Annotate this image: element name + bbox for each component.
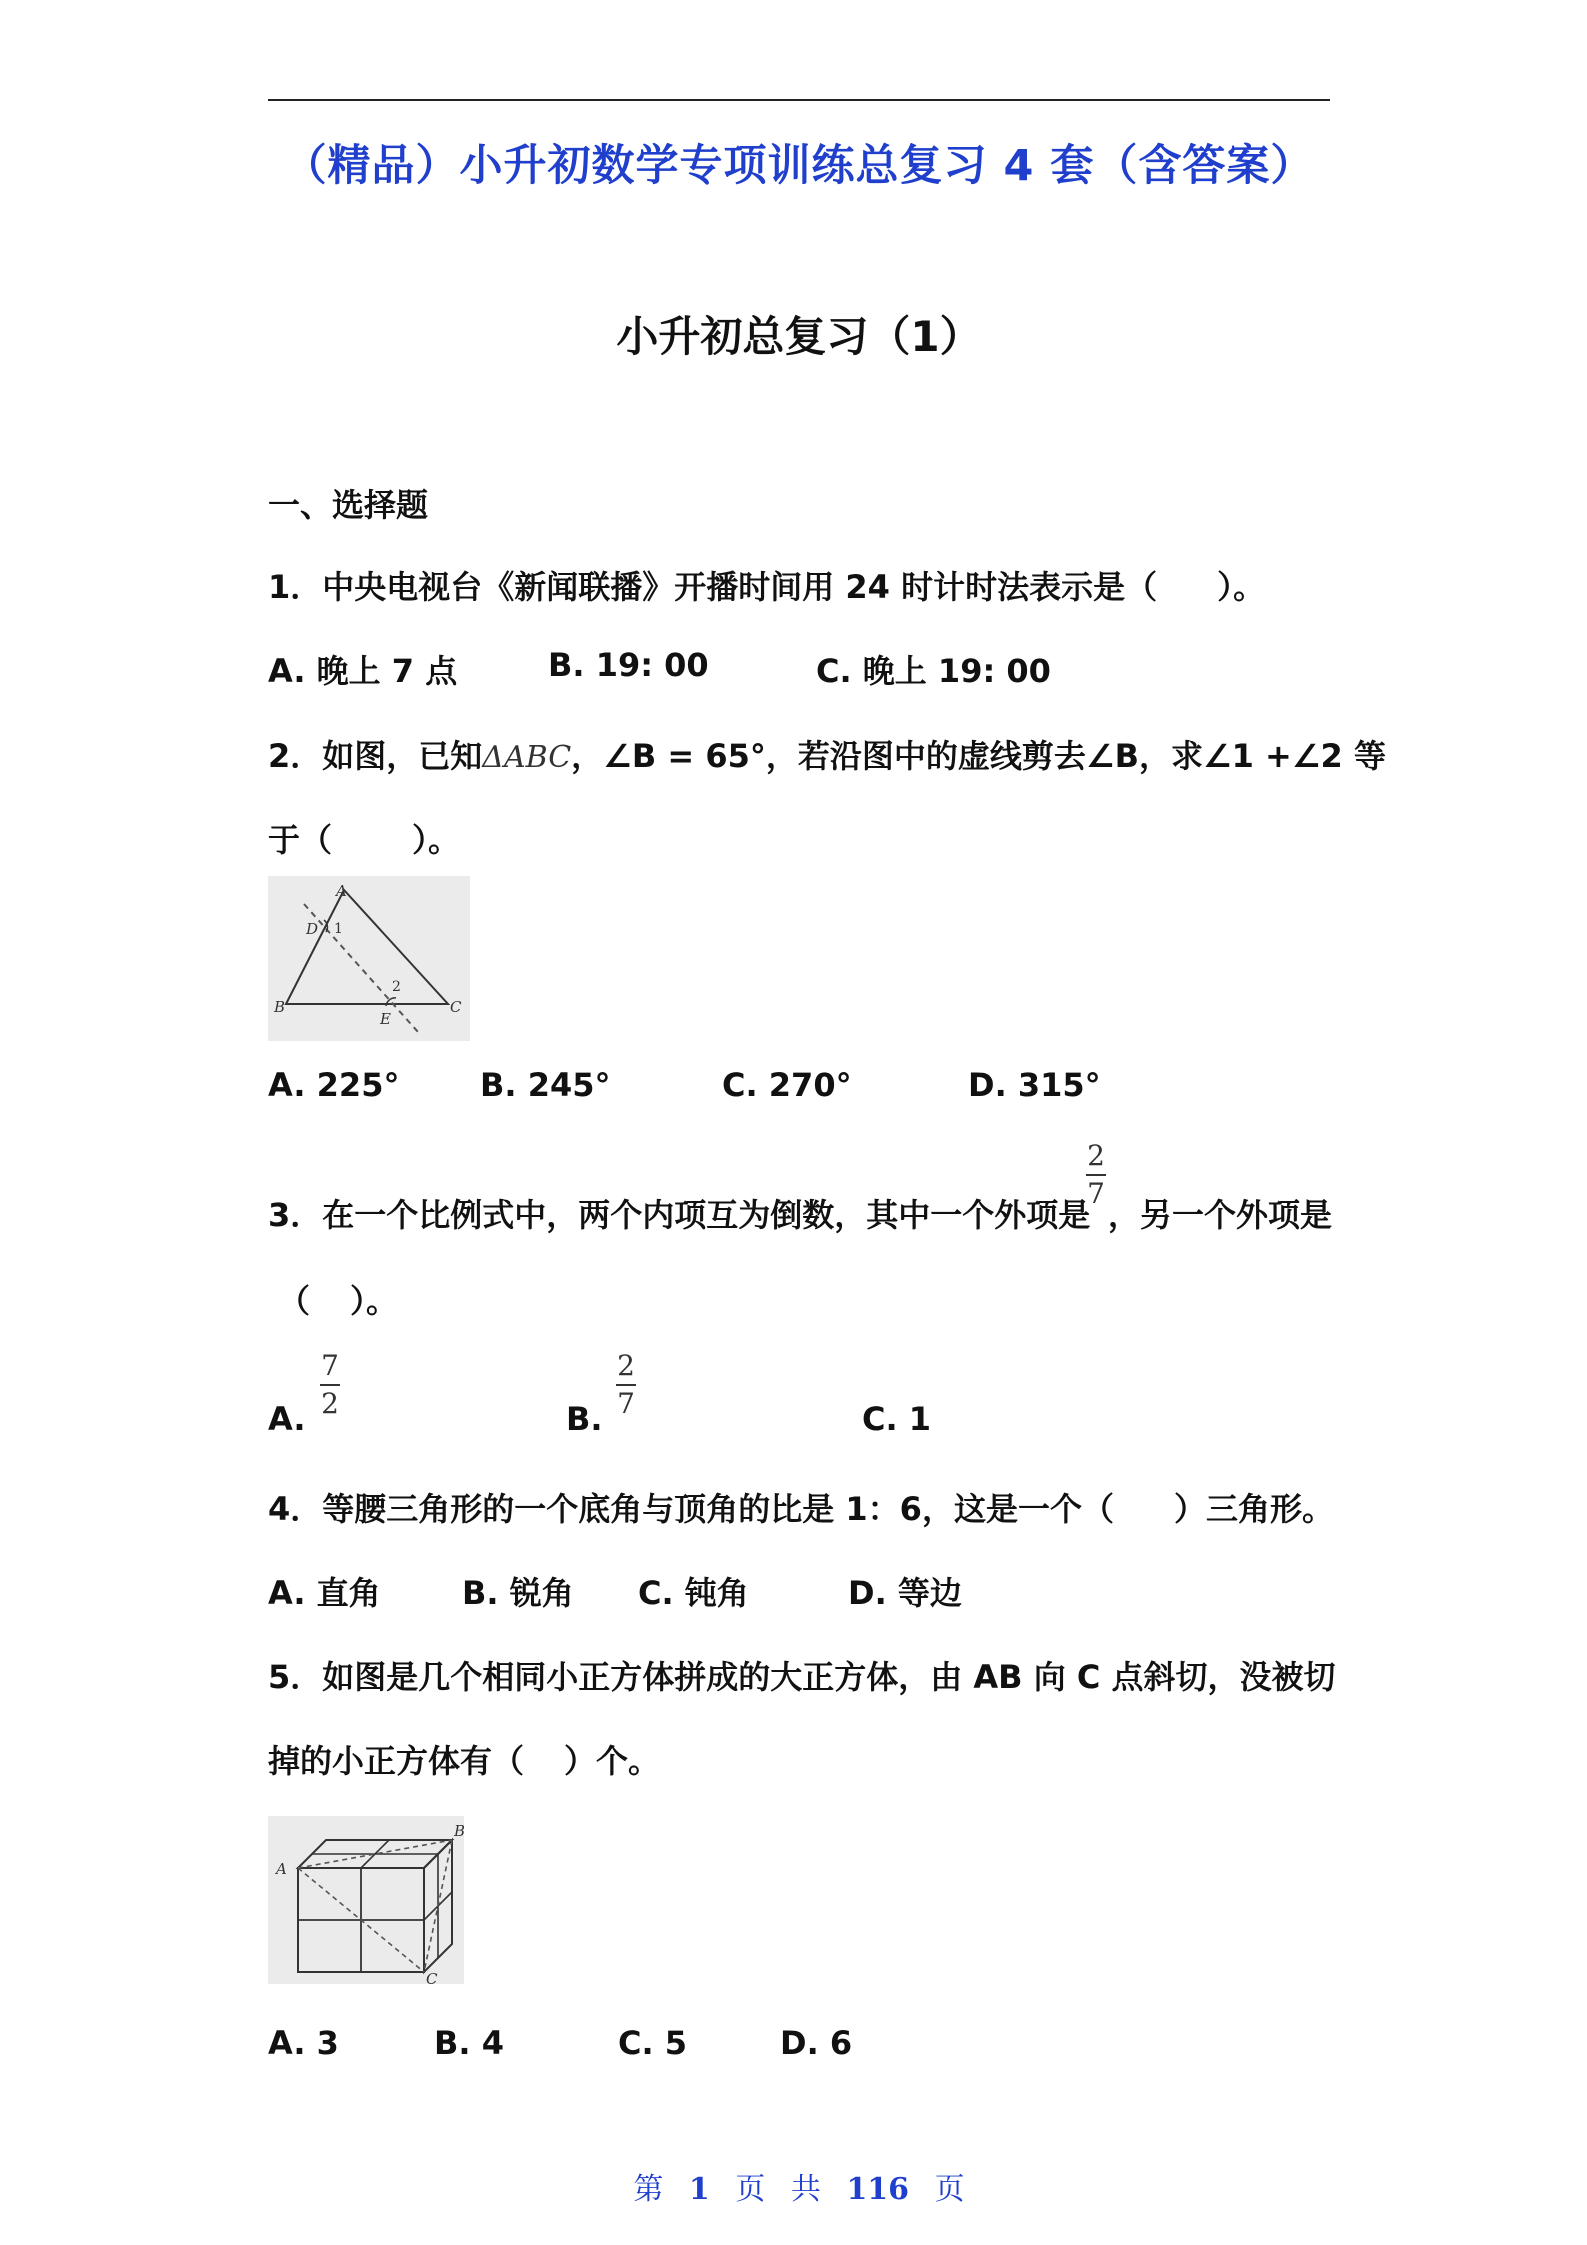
- q5-option-d: D. 6: [780, 2024, 853, 2062]
- question-2-text-b: ，∠B = 65°，若沿图中的虚线剪去∠B，求∠1 +∠2 等: [571, 737, 1386, 775]
- question-5-line2: [268, 1736, 660, 1782]
- fraction-bar: [320, 1384, 340, 1386]
- fraction-denominator: 7: [1087, 1177, 1105, 1210]
- question-2-text-a: 2．如图，已知: [268, 737, 483, 775]
- section-heading: 一、选择题: [268, 486, 429, 524]
- footer-mid1: 页: [735, 2172, 766, 2207]
- q1-option-c: C. 晚上 19: 00: [816, 652, 1051, 690]
- q5-option-c: C. 5: [618, 2024, 688, 2062]
- label-1: 1: [334, 921, 343, 937]
- question-5-end: ）个。: [564, 1742, 661, 1780]
- question-5-text: 5．如图是几个相同小正方体拼成的大正方体，由 AB 向 C 点斜切，没被切: [268, 1658, 1336, 1696]
- label-a: A: [276, 1860, 287, 1878]
- q4-option-a: A. 直角: [268, 1574, 381, 1612]
- label-b: B: [274, 998, 286, 1016]
- question-2-end: ）。: [412, 821, 461, 859]
- q5-option-b: B. 4: [434, 2024, 504, 2062]
- q2-option-d: D. 315°: [968, 1066, 1101, 1104]
- question-1-end: ）。: [1217, 568, 1266, 606]
- cut-line: [304, 904, 418, 1032]
- label-c: C: [426, 1970, 438, 1984]
- question-1: [268, 562, 1265, 608]
- q3-option-a-label: A.: [268, 1400, 306, 1438]
- q3-option-a-fraction: [320, 1349, 340, 1420]
- question-4: [268, 1484, 1334, 1530]
- question-3-line2: [278, 1276, 398, 1322]
- triangle-figure: [268, 876, 470, 1041]
- q3-option-b-fraction: [616, 1349, 636, 1420]
- q3-option-c: C. 1: [862, 1400, 932, 1438]
- cube-figure-svg: [268, 1816, 464, 1984]
- q2-option-a: A. 225°: [268, 1066, 400, 1104]
- triangle-abc: [286, 890, 448, 1004]
- question-1-text: 1．中央电视台《新闻联播》开播时间用 24 时计时法表示是（: [268, 568, 1158, 606]
- page-footer: [268, 2164, 1330, 2208]
- q1-option-a: A. 晚上 7 点: [268, 652, 458, 690]
- cube-figure: [268, 1816, 464, 1984]
- q4-option-d: D. 等边: [848, 1574, 962, 1612]
- q2-option-b: B. 245°: [480, 1066, 611, 1104]
- fraction-bar: [616, 1384, 636, 1386]
- label-c: C: [450, 998, 462, 1016]
- q5-option-a: A. 3: [268, 2024, 339, 2062]
- question-3-line2-open: （: [278, 1282, 311, 1320]
- q3-option-b-label: B.: [566, 1400, 603, 1438]
- triangle-figure-svg: [268, 876, 470, 1041]
- question-2: [268, 731, 1386, 777]
- question-2-line2-text: 于（: [268, 821, 333, 859]
- q2-option-c: C. 270°: [722, 1066, 852, 1104]
- section-subtitle: 小升初总复习（1）: [616, 312, 982, 361]
- fraction-bar: [1086, 1174, 1106, 1176]
- label-a: A: [336, 882, 347, 900]
- fraction-denominator: 7: [617, 1387, 635, 1420]
- question-4-text: 4．等腰三角形的一个底角与顶角的比是 1：6，这是一个（: [268, 1490, 1114, 1528]
- label-e: E: [380, 1010, 391, 1028]
- total-pages: 116: [846, 2172, 910, 2207]
- label-b: B: [454, 1822, 464, 1840]
- fraction-numerator: 7: [321, 1349, 339, 1382]
- label-d: D: [306, 920, 319, 938]
- fraction-numerator: 2: [1087, 1139, 1105, 1172]
- footer-mid2: 共: [790, 2172, 821, 2207]
- question-3-text-b: ，另一个外项是: [1108, 1196, 1333, 1234]
- header-rule: [268, 99, 1330, 101]
- q4-option-c: C. 钝角: [638, 1574, 749, 1612]
- question-3-text-a: 3．在一个比例式中，两个内项互为倒数，其中一个外项是: [268, 1196, 1091, 1234]
- footer-post: 页: [934, 2172, 965, 2207]
- question-2-line2: [268, 815, 460, 861]
- fraction-denominator: 2: [321, 1387, 339, 1420]
- question-3-line2-end: ）。: [350, 1282, 399, 1320]
- triangle-symbol: ΔABC: [482, 740, 572, 775]
- fraction-two-sevenths: [1086, 1139, 1106, 1210]
- current-page: 1: [688, 2172, 710, 2207]
- footer-pre: 第: [633, 2172, 664, 2207]
- question-4-end: ）三角形。: [1173, 1490, 1334, 1528]
- q4-option-b: B. 锐角: [462, 1574, 574, 1612]
- document-title: （精品）小升初数学专项训练总复习 4 套（含答案）: [283, 141, 1315, 191]
- q1-option-b: B. 19: 00: [548, 646, 709, 684]
- label-2: 2: [392, 979, 401, 995]
- question-5-line2-text: 掉的小正方体有（: [268, 1742, 525, 1780]
- fraction-numerator: 2: [617, 1349, 635, 1382]
